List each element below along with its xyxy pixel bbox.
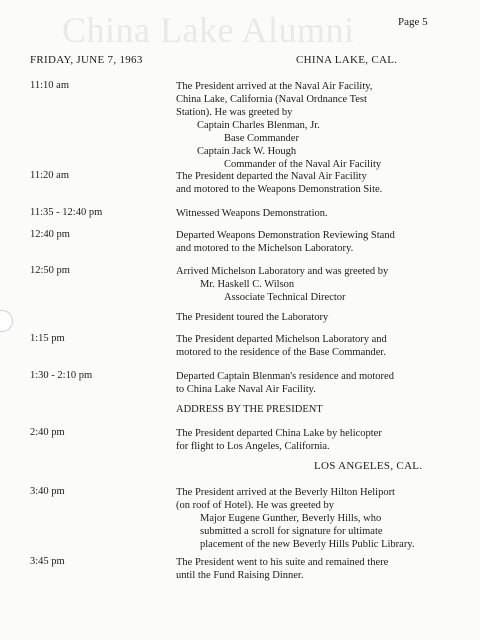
page-number: Page 5	[398, 16, 428, 28]
entry-line: Major Eugene Gunther, Beverly Hills, who	[200, 513, 382, 524]
header-place: CHINA LAKE, CAL.	[296, 54, 398, 66]
entry-time: 3:45 pm	[30, 556, 65, 567]
entry-line: (on roof of Hotel). He was greeted by	[176, 500, 335, 511]
entry-line: Station). He was greeted by	[176, 107, 293, 118]
entry-description	[176, 333, 466, 359]
entry-line: The President arrived at the Beverly Hilton Heliport	[176, 487, 395, 498]
entry-time: 12:40 pm	[30, 229, 70, 240]
entry-description	[176, 265, 466, 304]
entry-time: 3:40 pm	[30, 486, 65, 497]
greeter-title: Base Commander	[224, 133, 299, 144]
entry-line: China Lake, California (Naval Ordnance Test	[176, 94, 367, 105]
entry-time: 1:15 pm	[30, 333, 65, 344]
entry-time: 11:20 am	[30, 170, 69, 181]
watermark: China Lake Alumni	[62, 10, 355, 50]
entry-description	[176, 427, 466, 453]
greeter-name: Mr. Haskell C. Wilson	[200, 279, 295, 290]
entry-description	[176, 229, 466, 255]
greeter-title: Associate Technical Director	[224, 292, 346, 303]
header-date: FRIDAY, JUNE 7, 1963	[30, 54, 143, 66]
entry-line: and motored to the Weapons Demonstration Site.	[176, 184, 383, 195]
greeter-title: Commander of the Naval Air Facility	[224, 159, 382, 170]
entry-line: and motored to the Michelson Laboratory.	[176, 243, 354, 254]
entry-time: 12:50 pm	[30, 265, 70, 276]
entry-line: to China Lake Naval Air Facility.	[176, 384, 316, 395]
entry-time: 11:10 am	[30, 80, 69, 91]
section-place: LOS ANGELES, CAL.	[314, 460, 423, 472]
entry-time: 1:30 - 2:10 pm	[30, 370, 93, 381]
entry-description	[176, 207, 466, 220]
entry-line: The President departed Michelson Laboratory and	[176, 334, 387, 345]
entry-line: The President went to his suite and remained there	[176, 557, 389, 568]
greeter-name: Captain Jack W. Hough	[197, 146, 297, 157]
entry-description	[176, 403, 466, 416]
punch-hole	[0, 310, 13, 332]
entry-line: motored to the residence of the Base Commander.	[176, 347, 386, 358]
greeter-name: Captain Charles Blenman, Jr.	[197, 120, 320, 131]
entry-description	[176, 370, 466, 396]
entry-line: placement of the new Beverly Hills Public Library.	[200, 539, 415, 550]
address-heading: ADDRESS BY THE PRESIDENT	[176, 404, 323, 415]
entry-line: submitted a scroll for signature for ultimate	[200, 526, 383, 537]
entry-time: 11:35 - 12:40 pm	[30, 207, 103, 218]
entry-line: The President toured the Laboratory	[176, 312, 329, 323]
entry-description	[176, 311, 466, 324]
entry-line: The President arrived at the Naval Air Facility,	[176, 81, 373, 92]
entry-line: until the Fund Raising Dinner.	[176, 570, 304, 581]
entry-line: The President departed China Lake by helicopter	[176, 428, 382, 439]
entry-line: Witnessed Weapons Demonstration.	[176, 208, 328, 219]
entry-line: Arrived Michelson Laboratory and was greeted by	[176, 266, 389, 277]
entry-description	[176, 170, 466, 196]
entry-line: Departed Weapons Demonstration Reviewing Stand	[176, 230, 395, 241]
entry-description	[176, 486, 466, 551]
entry-line: for flight to Los Angeles, California.	[176, 441, 330, 452]
entry-line: The President departed the Naval Air Facility	[176, 171, 367, 182]
entry-line: Departed Captain Blenman's residence and motored	[176, 371, 394, 382]
entry-time: 2:40 pm	[30, 427, 65, 438]
entry-description	[176, 80, 466, 171]
entry-description	[176, 556, 466, 582]
